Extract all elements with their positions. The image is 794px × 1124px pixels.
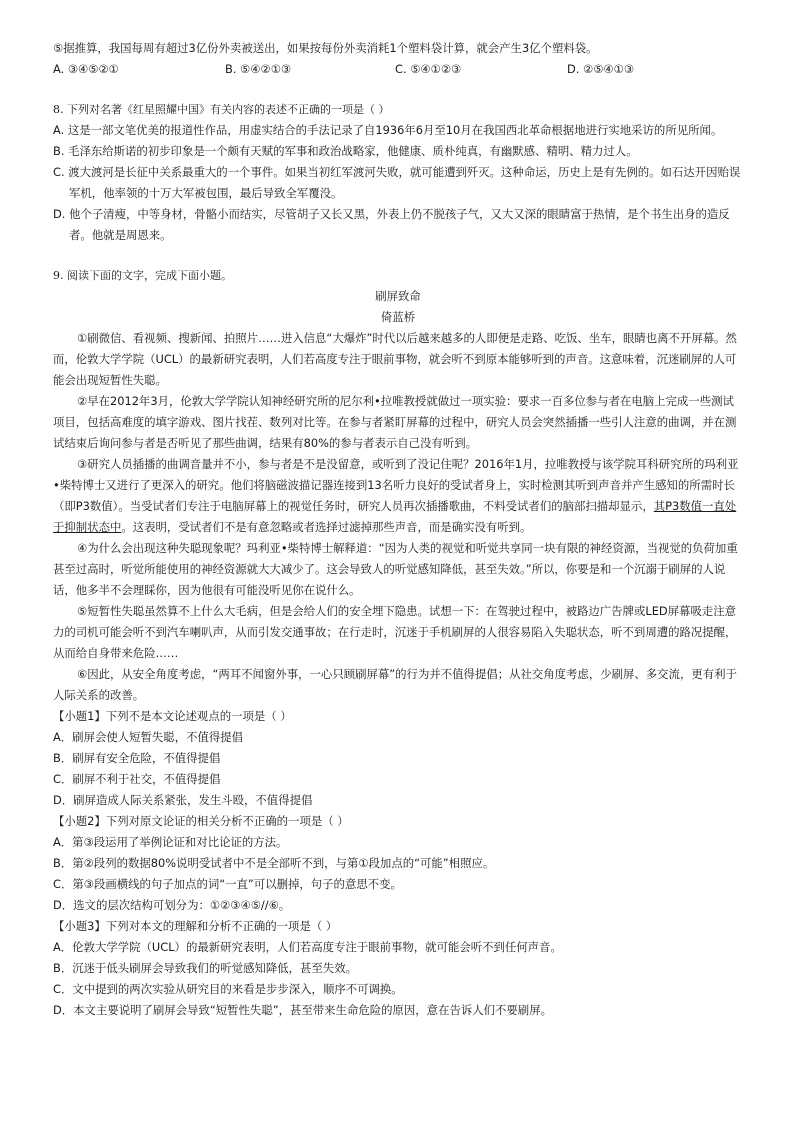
q7-item5: ⑤据推算，我国每周有超过3亿份外卖被送出，如果按每份外卖消耗1个塑料袋计算，就会产生3亿个塑料袋。 xyxy=(53,41,598,55)
subquestion-1-option-a: A．刷屏会使人短暂失聪，不值得提倡 xyxy=(53,730,244,744)
subquestion-2-option-c: C．第③段画横线的句子加点的词“一直”可以删掉，句子的意思不变。 xyxy=(53,877,402,891)
article-paragraph-1: ①刷微信、看视频、搜新闻、拍照片……进入信息“大爆炸”时代以后越来越多的人即便是走路、吃饭、坐车，眼睛也离不开屏幕。然而，伦敦大学学院（UCL）的最新研究表明，人们若高度专注于眼前事物，就会听不到原本能够听到的声音。这意味着，沉迷刷屏的人可能会出现短暂性失聪。 xyxy=(53,331,737,387)
q8-option-b: B. 毛泽东给斯诺的初步印象是一个颇有天赋的军事和政治战略家，他健康、质朴纯真，有幽默感、精明、精力过人。 xyxy=(53,144,638,158)
subquestion-2-stem: 【小题2】下列对原文论证的相关分析不正确的一项是（ ） xyxy=(53,814,349,828)
q7-option-a: A. ③④⑤②① xyxy=(53,62,119,76)
subquestion-1-stem: 【小题1】下列不是本文论述观点的一项是（ ） xyxy=(53,709,292,723)
article-paragraph-6: ⑥因此，从安全角度考虑，“两耳不闻窗外事，一心只顾刷屏幕”的行为并不值得提倡；从社交角度考虑，少刷屏、多交流，更有利于人际关系的改善。 xyxy=(53,667,737,702)
article-title: 刷屏致命 xyxy=(375,289,421,303)
subquestion-2-option-d: D．选文的层次结构可划分为：①②③④⑤//⑥。 xyxy=(53,898,291,912)
subquestion-3-option-d: D．本文主要说明了刷屏会导致“短暂性失聪”，甚至带来生命危险的原因，意在告诉人们不要刷屏。 xyxy=(53,1003,552,1017)
subquestion-1-option-d: D．刷屏造成人际关系紧张，发生斗殴，不值得提倡 xyxy=(53,793,313,807)
q8-option-a: A. 这是一部文笔优美的报道性作品，用虚实结合的手法记录了自1936年6月至10月在我国西北革命根据地进行实地采访的所见所闻。 xyxy=(53,123,723,137)
q7-option-d: D. ②⑤④①③ xyxy=(567,62,635,76)
subquestion-1-option-c: C．刷屏不利于社交，不值得提倡 xyxy=(53,772,221,786)
article-paragraph-2: ②早在2012年3月，伦敦大学学院认知神经研究所的尼尔利•拉唯教授就做过一项实验：要求一百多位参与者在电脑上完成一些测试项目，包括高难度的填字游戏、图片找茬、数列对比等。在参与者紧盯屏幕的过程中，研究人员会突然插播一些引人注意的曲调，并在测试结束后询问参与者是否听见了那些曲调，结果有80%的参与者表示自己没有听到。 xyxy=(53,394,737,450)
subquestion-2-option-b: B．第②段列的数据80%说明受试者中不是全部听不到，与第①段加点的“可能”相照应。 xyxy=(53,856,495,870)
q8-option-d: D. 他个子清瘦，中等身材，骨骼小而结实，尽管胡子又长又黑，外表上仍不脱孩子气，又大又深的眼睛富于热情，是个书生出身的造反者。他就是周恩来。 xyxy=(53,207,730,242)
article-paragraph-3 xyxy=(53,454,743,538)
article-paragraph-4: ④为什么会出现这种失聪现象呢？玛利亚•柴特博士解释道：“因为人类的视觉和听觉共享同一块有限的神经资源，当视觉的负荷加重甚至过高时，听觉所能使用的神经资源就大大减少了。这会导致人的听觉感知降低，甚至失效。”所以，你要是和一个沉溺于刷屏的人说话，他多半不会理睬你，因为他很有可能没听见你在说什么。 xyxy=(53,541,738,597)
q7-options xyxy=(53,59,743,80)
exam-page xyxy=(53,38,743,1021)
subquestion-1-option-b: B．刷屏有安全危险，不值得提倡 xyxy=(53,751,221,765)
subquestion-3-option-b: B．沉迷于低头刷屏会导致我们的听觉感知降低，甚至失效。 xyxy=(53,961,357,975)
subquestion-2-option-a: A．第③段运用了举例论证和对比论证的方法。 xyxy=(53,835,288,849)
q7-option-b: B. ⑤④②①③ xyxy=(225,62,292,76)
paragraph-3-text: ③研究人员插播的曲调音量并不小，参与者是不是没留意，或听到了没记住呢？2016年1月，拉唯教授与该学院耳科研究所的玛利亚•柴特博士又进行了更深入的研究。他们将脑磁波描记器连接到13名听力良好的受试者身上，实时检测其听到声音并产生感知的所需时长（即P3数值）。当受试者们专注于电脑屏幕上的视觉任务时，研究人员再次插播歌曲，不料受试者们的脑部扫描却显示， xyxy=(53,457,739,513)
underlined-sentence: 其P3数值一直处于抑制状态中 xyxy=(53,499,737,534)
subquestion-3-option-a: A．伦敦大学学院（UCL）的最新研究表明，人们若高度专注于眼前事物，就可能会听不到任何声音。 xyxy=(53,940,562,954)
q7-option-c: C. ⑤④①②③ xyxy=(395,62,462,76)
q9-stem: 9. 阅读下面的文字，完成下面小题。 xyxy=(53,269,232,282)
article-paragraph-5: ⑤短暂性失聪虽然算不上什么大毛病，但是会给人们的安全埋下隐患。试想一下：在驾驶过程中，被路边广告牌或LED屏幕吸走注意力的司机可能会听不到汽车喇叭声，从而引发交通事故；在行走时，沉迷于手机刷屏的人很容易陷入失聪状态，听不到周遭的路况提醒，从而给自身带来危险…… xyxy=(53,604,737,660)
subquestion-3-option-c: C．文中提到的两次实验从研究目的来看是步步深入，顺序不可调换。 xyxy=(53,982,403,996)
article-author: 倚蓝桥 xyxy=(380,310,416,324)
subquestion-3-stem: 【小题3】下列对本文的理解和分析不正确的一项是（ ） xyxy=(53,919,338,933)
paragraph-3-tail: 。这表明，受试者们不是有意忽略或者选择过滤掉那些声音，而是确实没有听到。 xyxy=(121,520,532,534)
q8-stem: 8. 下列对名著《红星照耀中国》有关内容的表述不正确的一项是（ ） xyxy=(53,103,390,116)
q8-option-c: C. 渡大渡河是长征中关系最重大的一个事件。如果当初红军渡河失败，就可能遭到歼灭。这种命运，历史上是有先例的。如石达开因贻误军机，他率领的十万大军被包围，最后导致全军覆没。 xyxy=(53,165,741,200)
